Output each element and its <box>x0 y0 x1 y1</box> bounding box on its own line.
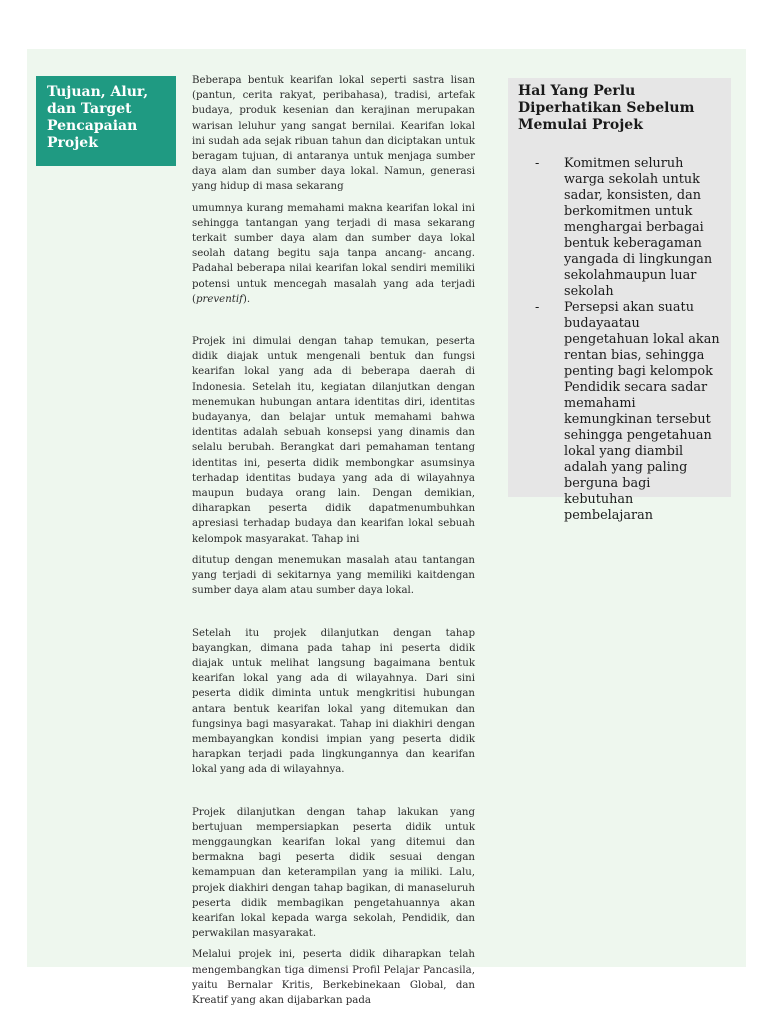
sidebar-list-item <box>518 156 721 300</box>
sidebar-list-item <box>518 300 721 524</box>
paragraph-context <box>192 201 475 307</box>
paragraph-context-italic: preventif <box>195 293 243 305</box>
section-title: Tujuan, Alur, dan Target Pencapaian Projek <box>47 84 149 151</box>
paragraph-intro: Beberapa bentuk kearifan lokal seperti sastra lisan (pantun, cerita rakyat, peribahasa), tradisi, artefak budaya, produk kesenian dan kerajinan merupakan warisan leluhur yang sangat bernilai. Kearifan lokal ini sudah ada sejak ribuan tahun dan diciptakan untuk beragam tujuan, di antaranya untuk menjaga sumber daya alam dan sumber daya lokal. Namun, generasi yang hidup di masa sekarang <box>192 75 475 193</box>
paragraph-dimensi: Melalui projek ini, peserta didik diharapkan telah mengembangkan tiga dimensi Profil Pelajar Pancasila, yaitu Bernalar Kritis, Berkebinekaan Global, dan Kreatif yang akan dijabarkan pada <box>192 949 475 1006</box>
sidebar-box <box>508 78 731 523</box>
paragraph-bayangkan: Setelah itu projek dilanjutkan dengan tahap bayangkan, dimana pada tahap ini peserta didik diajak untuk melihat langsung bagaimana bentuk kearifan lokal yang ada di wilayahnya. Dari sini peserta didik diminta untuk mengkritisi hubungan antara bentuk kearifan lokal yang ditemukan dan fungsinya bagi masyarakat. Tahap ini diakhiri dengan membayangkan kondisi impian yang peserta didik harapkan terjadi pada lingkungannya dan kearifan lokal yang ada di wilayahnya. <box>192 627 475 776</box>
sidebar-title: Hal Yang Perlu Diperhatikan Sebelum Memulai Projek <box>518 83 695 133</box>
list-bullet: - <box>535 300 540 315</box>
sidebar-item-text: Persepsi akan suatu budayaatau pengetahuan lokal akan rentan bias, sehingga penting bagi kelompok Pendidik secara sadar memahami kemungkinan tersebut sehingga pengetahuan lokal yang diambil adalah yang paling berguna bagi kebutuhan pembelajaran <box>564 300 720 523</box>
paragraph-lakukan: Projek dilanjutkan dengan tahap lakukan yang bertujuan mempersiapkan peserta didik untuk menggaungkan kearifan lokal yang ditemui dan bermakna bagi peserta didik sesuai dengan kemampuan dan keterampilan yang ia miliki. Lalu, projek diakhiri dengan tahap bagikan, di manaseluruh peserta didik membagikan pengetahuannya akan kearifan lokal kepada warga sekolah, Pendidik, dan perwakilan masyarakat. <box>192 806 475 940</box>
paragraph-context-end: ). <box>242 293 251 305</box>
document-page <box>27 49 746 1006</box>
sidebar-item-text: Komitmen seluruh warga sekolah untuk sadar, konsisten, dan berkomitmen untuk menghargai berbagai bentuk keberagaman yangada di lingkungan sekolahmaupun luar sekolah <box>564 156 713 299</box>
section-title-box <box>36 76 176 166</box>
body-text-column <box>192 73 475 1008</box>
paragraph-temukan-close: ditutup dengan menemukan masalah atau tantangan yang terjadi di sekitarnya yang memiliki kaitdengan sumber daya alam atau sumber daya lokal. <box>192 554 475 597</box>
paragraph-context-text: umumnya kurang memahami makna kearifan lokal ini sehingga tantangan yang terjadi di masa sekarang terkait sumber daya alam dan sumber daya lokal seolah datang begitu saja tanpa ancang- ancang. Padahal beberapa nilai kearifan lokal sendiri memiliki potensi untuk mencegah masalah yang ada terjadi ( <box>192 202 475 305</box>
sidebar-list <box>518 156 721 524</box>
list-bullet: - <box>535 156 540 171</box>
paragraph-temukan: Projek ini dimulai dengan tahap temukan, peserta didik diajak untuk mengenali bentuk dan fungsi kearifan lokal yang ada di beberapa daerah di Indonesia. Setelah itu, kegiatan dilanjutkan dengan menemukan hubungan antara identitas diri, identitas budayanya, dan belajar untuk memahami bahwa identitas adalah sebuah konsepsi yang dinamis dan selalu berubah. Berangkat dari pemahaman tentang identitas ini, peserta didik membongkar asumsinya terhadap identitas budaya yang ada di wilayahnya maupun budaya orang lain. Dengan demikian, diharapkan peserta didik dapatmenumbuhkan apresiasi terhadap budaya dan kearifan lokal sebuah kelompok masyarakat. Tahap ini <box>192 336 475 545</box>
